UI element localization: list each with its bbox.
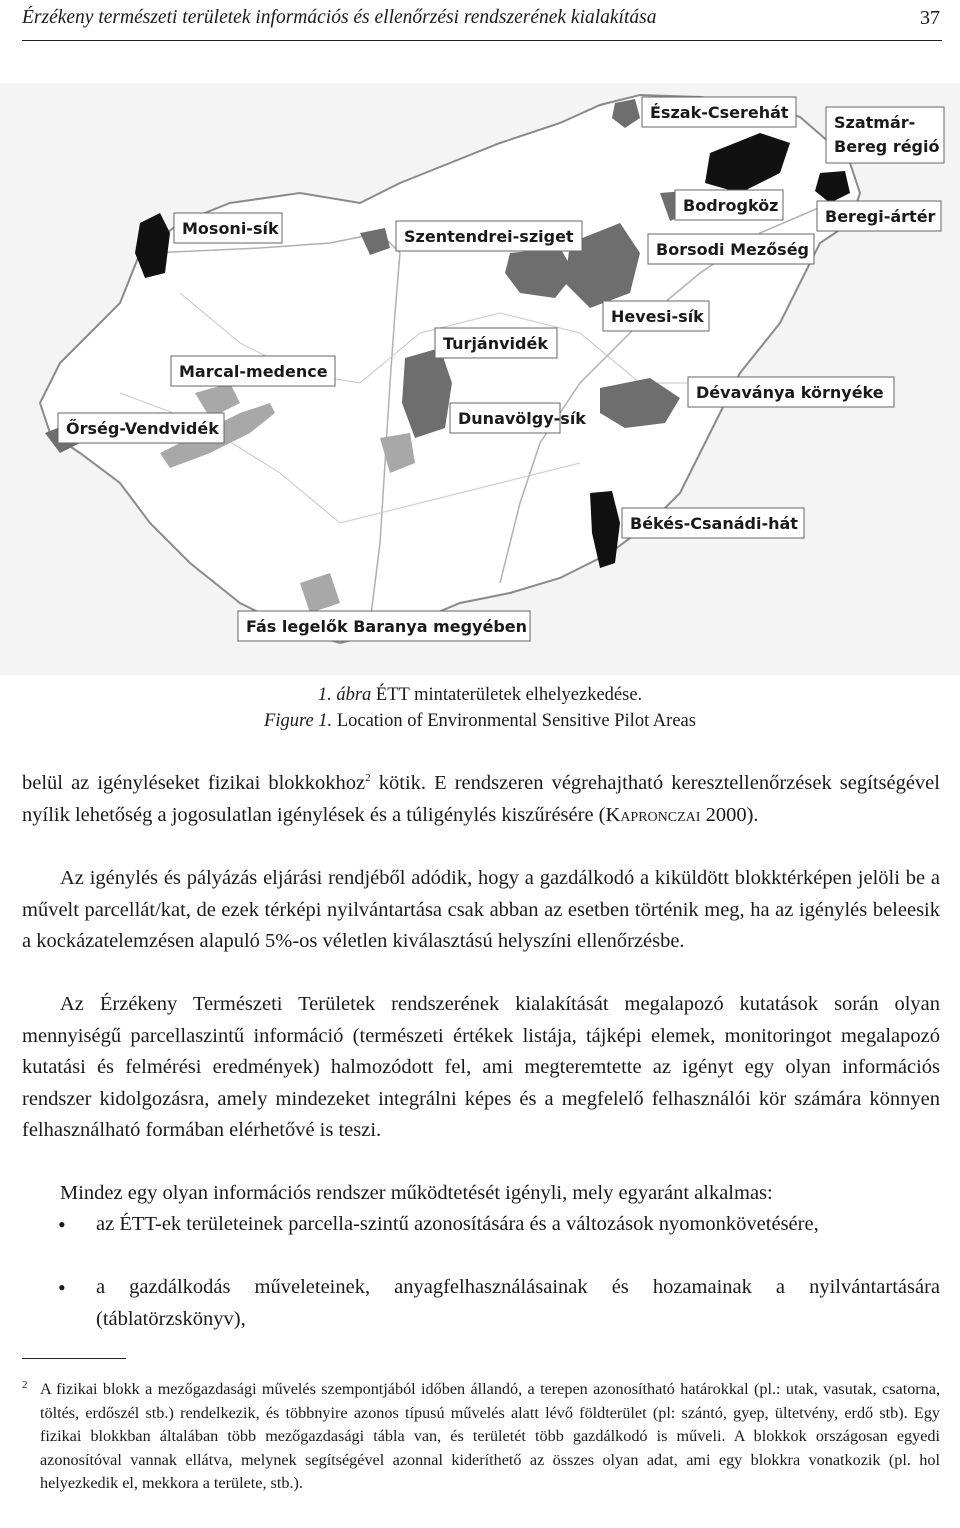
- paragraph-2: Az igénylés és pályázás eljárási rendjéből adódik, hogy a gazdálkodó a kiküldött blokktérképen jelöli be a művelt parcellát/kat, de ezek térképi nyilvántartása csak abban az esetben történik meg, ha az igénylés beleesik a kockázatelemzésen alapuló 5%-os véletlen kiválasztású helyszíni ellenőrzésbe.: [22, 867, 940, 952]
- page-number: 37: [920, 7, 940, 29]
- label-szentendrei-sziget: [396, 221, 582, 251]
- svg-text:Őrség-Vendvidék: Őrség-Vendvidék: [66, 419, 219, 438]
- figure-caption-hu: [0, 685, 960, 706]
- svg-text:Szatmár-: Szatmár-: [834, 113, 916, 132]
- header-title: Érzékeny természeti területek információs és ellenőrzési rendszerének kialakítása: [22, 7, 657, 28]
- svg-text:Marcal-medence: Marcal-medence: [179, 362, 328, 381]
- caption-hu-prefix: 1. ábra: [317, 685, 372, 705]
- pilot-areas-map: [0, 83, 960, 675]
- label-borsodi-mezoseg: [648, 234, 814, 264]
- footnote-number: 2: [22, 1379, 28, 1391]
- svg-text:Dunavölgy-sík: Dunavölgy-sík: [458, 409, 586, 428]
- svg-text:Turjánvidék: Turjánvidék: [443, 334, 548, 353]
- label-orseg-vendvidek: [58, 413, 224, 443]
- svg-text:Bereg régió: Bereg régió: [834, 137, 940, 156]
- p1-part-a: belül az igényléseket fizikai blokkokhoz: [22, 772, 366, 794]
- svg-text:Fás legelők Baranya megyében: Fás legelők Baranya megyében: [246, 617, 528, 636]
- bullet-icon: •: [58, 1212, 66, 1237]
- paragraph-4: Mindez egy olyan információs rendszer működtetését igényli, mely egyaránt alkalmas:: [60, 1182, 773, 1204]
- label-szatmar-bereg: [826, 107, 944, 163]
- bullet-text: a gazdálkodás műveleteinek, anyagfelhasználásainak és hozamainak a nyilvántartására (táblatörzskönyv),: [96, 1276, 940, 1330]
- caption-en-prefix: Figure 1.: [264, 711, 333, 731]
- caption-hu-text: ÉTT mintaterületek elhelyezkedése.: [371, 685, 643, 705]
- footnote-text: A fizikai blokk a mezőgazdasági művelés szempontjából időben állandó, a terepen azonosítható határokkal (pl.: utak, vasutak, csatorna, töltés, erdőszél stb.) rendelkezik, és többnyire azonos típusú művelés alatt lévő földterület (pl: szántó, gyep, ültetvény, erdő stb). Egy fizikai blokkban általában több mezőgazdasági tábla van, és területét több gazdálkodó is műveli. A blokkok országosan egyedi azonosítóval vannak ellátva, melynek segítségével azonnal kideríthető az összes olyan adat, ami egy blokkra vonatkozik (pl. hol helyezkedik el, mekkora a területe, stb.).: [40, 1380, 940, 1492]
- label-fas-legelok: [238, 611, 530, 641]
- svg-text:Békés-Csanádi-hát: Békés-Csanádi-hát: [630, 514, 798, 533]
- caption-en-text: Location of Environmental Sensitive Pilot Areas: [332, 711, 696, 731]
- svg-text:Beregi-ártér: Beregi-ártér: [825, 207, 936, 226]
- p1-part-b: kötik. E rendszeren végrehajtható keresztellenőrzések segítségével nyílik lehetőség a jogosulatlan igénylések és a túligénylés kiszűrésére (: [22, 772, 940, 826]
- label-mosoni-sik: [174, 213, 282, 243]
- label-beregi-arter: [817, 201, 941, 231]
- running-header: [22, 4, 942, 41]
- label-devavanya: [688, 377, 894, 407]
- label-bekes-csanadi-hat: [622, 508, 804, 538]
- label-hevesi-sik: [603, 301, 709, 331]
- svg-text:Borsodi Mezőség: Borsodi Mezőség: [656, 240, 810, 259]
- label-eszak-cserehat: [642, 97, 796, 127]
- bullet-text: az ÉTT-ek területeinek parcella-szintű azonosítására és a változások nyomonkövetésére,: [96, 1213, 819, 1235]
- paragraph-3: Az Érzékeny Természeti Területek rendszerének kialakítását megalapozó kutatások során olyan mennyiségű parcellaszintű információ (természeti értékek listája, tájképi elemek, monitoringot megalapozó kutatási és felmérési eredmények) halmozódott fel, ami megteremtette az igényt egy olyan információs rendszer kidolgozásra, amely mindezeket integrálni képes és a megfelelő felhasználói kör számára könnyen felhasználható formában elérhetővé is teszi.: [22, 993, 940, 1141]
- svg-text:Bodrogköz: Bodrogköz: [683, 196, 779, 215]
- label-marcal-medence: [171, 356, 335, 386]
- bullet-icon: •: [58, 1275, 66, 1300]
- svg-text:Hevesi-sík: Hevesi-sík: [611, 307, 704, 326]
- p1-part-c: 2000).: [700, 803, 759, 826]
- footnote-divider: [22, 1358, 126, 1359]
- svg-text:Szentendrei-sziget: Szentendrei-sziget: [404, 227, 574, 246]
- citation-author: Kapronczai: [605, 803, 701, 826]
- svg-text:Dévaványa környéke: Dévaványa környéke: [696, 383, 884, 402]
- svg-text:Észak-Cserehát: Észak-Cserehát: [650, 103, 789, 122]
- label-turjanvidek: [435, 328, 557, 358]
- footnote-ref[interactable]: 2: [365, 772, 371, 785]
- paragraph-1: [22, 768, 940, 831]
- svg-text:Mosoni-sík: Mosoni-sík: [182, 219, 279, 238]
- map-svg: [0, 83, 960, 675]
- figure-caption-en: [0, 711, 960, 732]
- label-bodrogkoz: [675, 190, 783, 220]
